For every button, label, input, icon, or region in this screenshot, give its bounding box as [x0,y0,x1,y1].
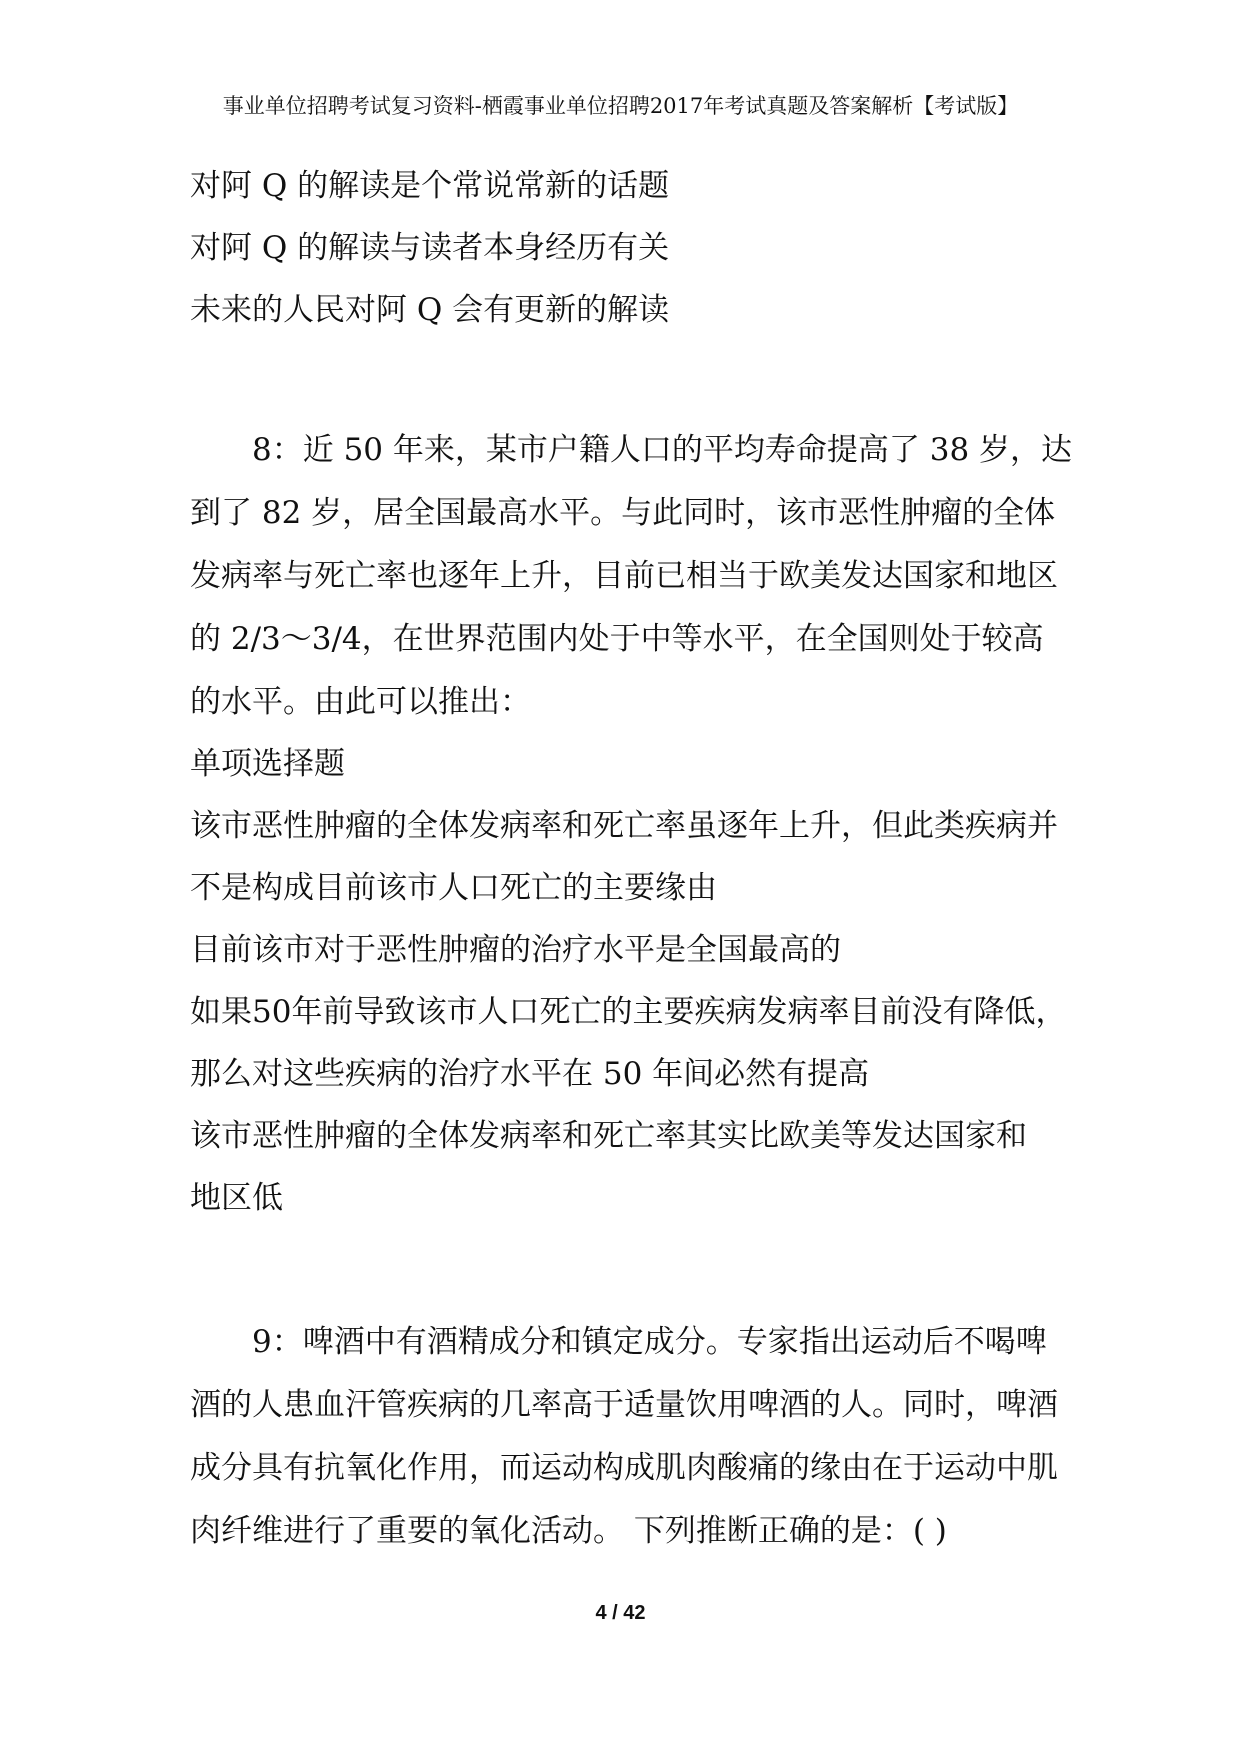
page-number: 4 / 42 [595,1602,646,1624]
question-9-text: 9：啤酒中有酒精成分和镇定成分。专家指出运动后不喝啤 [252,1324,1047,1360]
option-line: 地区低 [190,1180,283,1216]
question-8-text: 到了 82 岁，居全国最高水平。与此同时，该市恶性肿瘤的全体 [190,495,1056,531]
option-line: 不是构成目前该市人口死亡的主要缘由 [190,870,717,906]
question-8-text: 的水平。由此可以推出： [190,684,531,720]
option-line: 那么对这些疾病的治疗水平在 50 年间必然有提高 [190,1056,870,1092]
option-line: 对阿 Q 的解读是个常说常新的话题 [190,168,670,204]
question-9-text: 成分具有抗氧化作用，而运动构成肌肉酸痛的缘由在于运动中肌 [190,1450,1058,1486]
option-line: 该市恶性肿瘤的全体发病率和死亡率虽逐年上升，但此类疾病并 [190,808,1058,844]
question-type-label: 单项选择题 [190,746,345,782]
option-line: 未来的人民对阿 Q 会有更新的解读 [190,292,670,328]
option-line: 如果50年前导致该市人口死亡的主要疾病发病率目前没有降低， [190,994,1067,1030]
question-9-text: 肉纤维进行了重要的氧化活动。 下列推断正确的是：( ) [190,1513,947,1549]
question-8-text: 8：近 50 年来，某市户籍人口的平均寿命提高了 38 岁，达 [252,432,1073,468]
option-line: 对阿 Q 的解读与读者本身经历有关 [190,230,670,266]
page-header: 事业单位招聘考试复习资料-栖霞事业单位招聘2017年考试真题及答案解析【考试版】 [222,94,1019,118]
question-8-text: 发病率与死亡率也逐年上升，目前已相当于欧美发达国家和地区 [190,558,1058,594]
question-8-text: 的 2/3～3/4，在世界范围内处于中等水平，在全国则处于较高 [190,621,1044,657]
option-line: 该市恶性肿瘤的全体发病率和死亡率其实比欧美等发达国家和 [190,1118,1027,1154]
question-9-text: 酒的人患血汗管疾病的几率高于适量饮用啤酒的人。同时，啤酒 [190,1387,1058,1423]
option-line: 目前该市对于恶性肿瘤的治疗水平是全国最高的 [190,932,841,968]
